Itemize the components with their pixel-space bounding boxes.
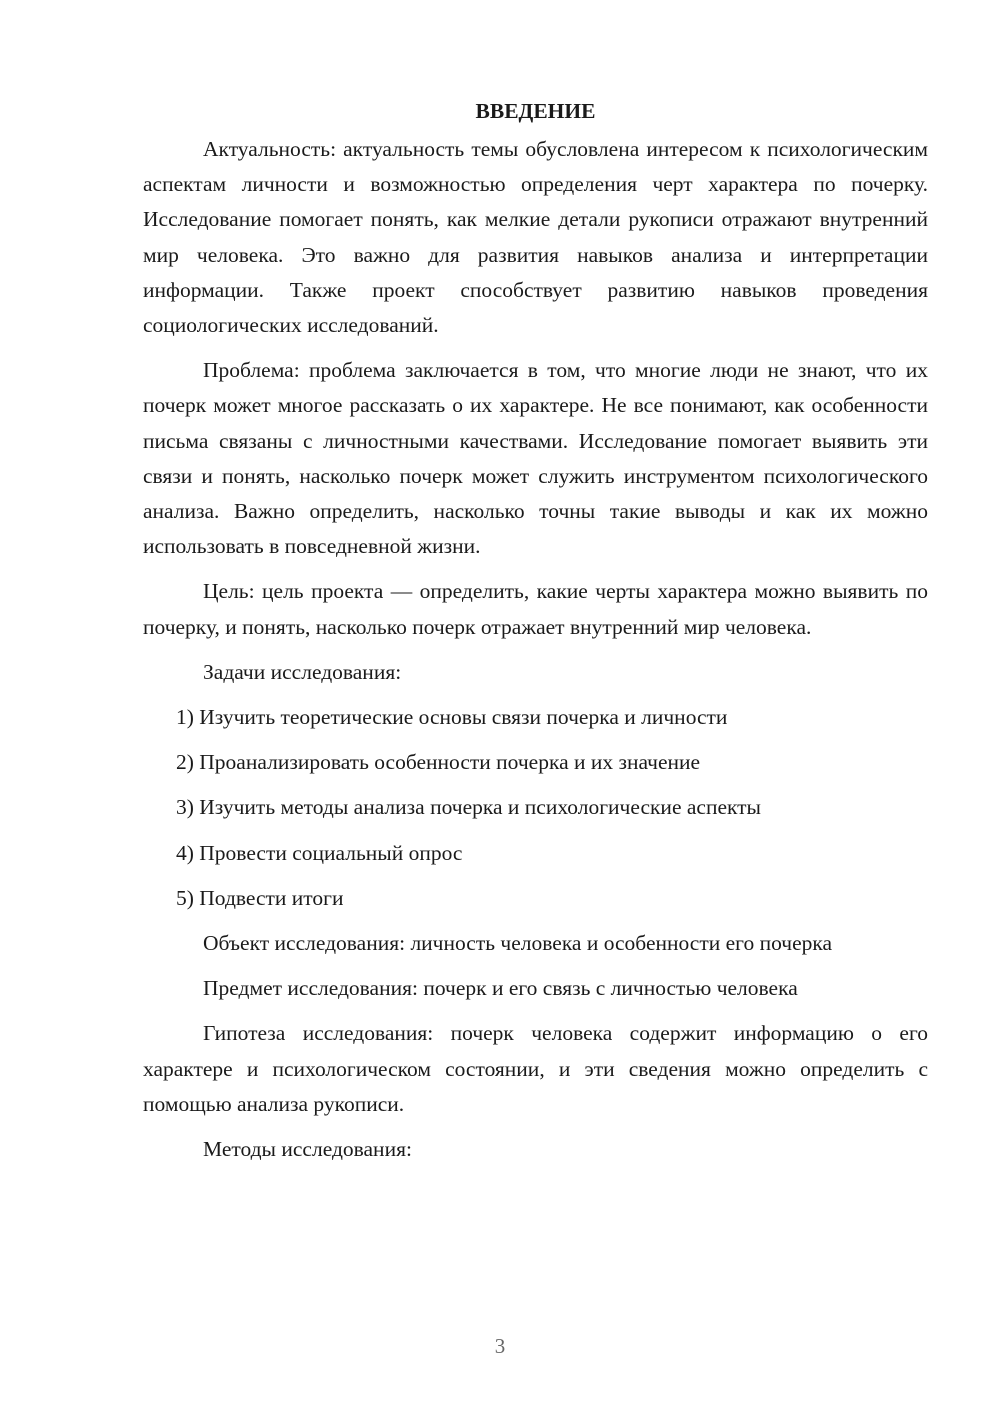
- task-item: 1) Изучить теоретические основы связи почерка и личности: [176, 705, 728, 730]
- methods-heading: Методы исследования:: [203, 1137, 412, 1162]
- task-item: 5) Подвести итоги: [176, 885, 344, 910]
- page-content: [143, 94, 928, 1177]
- section-title: ВВЕДЕНИЕ: [475, 99, 596, 123]
- subject-paragraph: Предмет исследования: почерк и его связь с личностью человека: [203, 976, 798, 1001]
- hypothesis-paragraph: Гипотеза исследования: почерк человека содержит информацию о его характере и психологическом состоянии, и эти сведения можно определить с помощью анализа рукописи.: [143, 1021, 928, 1116]
- goal-paragraph: Цель: цель проекта — определить, какие черты характера можно выявить по почерку, и понять, насколько почерк отражает внутренний мир человека.: [143, 579, 928, 639]
- object-paragraph: Объект исследования: личность человека и особенности его почерка: [203, 931, 833, 956]
- task-item: 4) Провести социальный опрос: [176, 840, 463, 865]
- task-item: 2) Проанализировать особенности почерка и их значение: [176, 750, 701, 775]
- page-number: 3: [494, 1334, 506, 1358]
- task-item: 3) Изучить методы анализа почерка и психологические аспекты: [176, 795, 761, 820]
- tasks-list: [143, 700, 928, 916]
- problem-paragraph: Проблема: проблема заключается в том, что многие люди не знают, что их почерк может многое рассказать о их характере. Не все понимают, как особенности письма связаны с личностными качествами. Исследование помогает выявить эти связи и понять, насколько почерк может служить инструментом психологического анализа. Важно определить, насколько точны такие выводы и как их можно использовать в повседневной жизни.: [143, 358, 928, 559]
- relevance-paragraph: Актуальность: актуальность темы обусловлена интересом к психологическим аспектам личности и возможностью определения черт характера по почерку. Исследование помогает понять, как мелкие детали рукописи отражают внутренний мир человека. Это важно для развития навыков анализа и интерпретации информации. Также проект способствует развитию навыков проведения социологических исследований.: [143, 137, 928, 338]
- tasks-heading: Задачи исследования:: [203, 659, 402, 684]
